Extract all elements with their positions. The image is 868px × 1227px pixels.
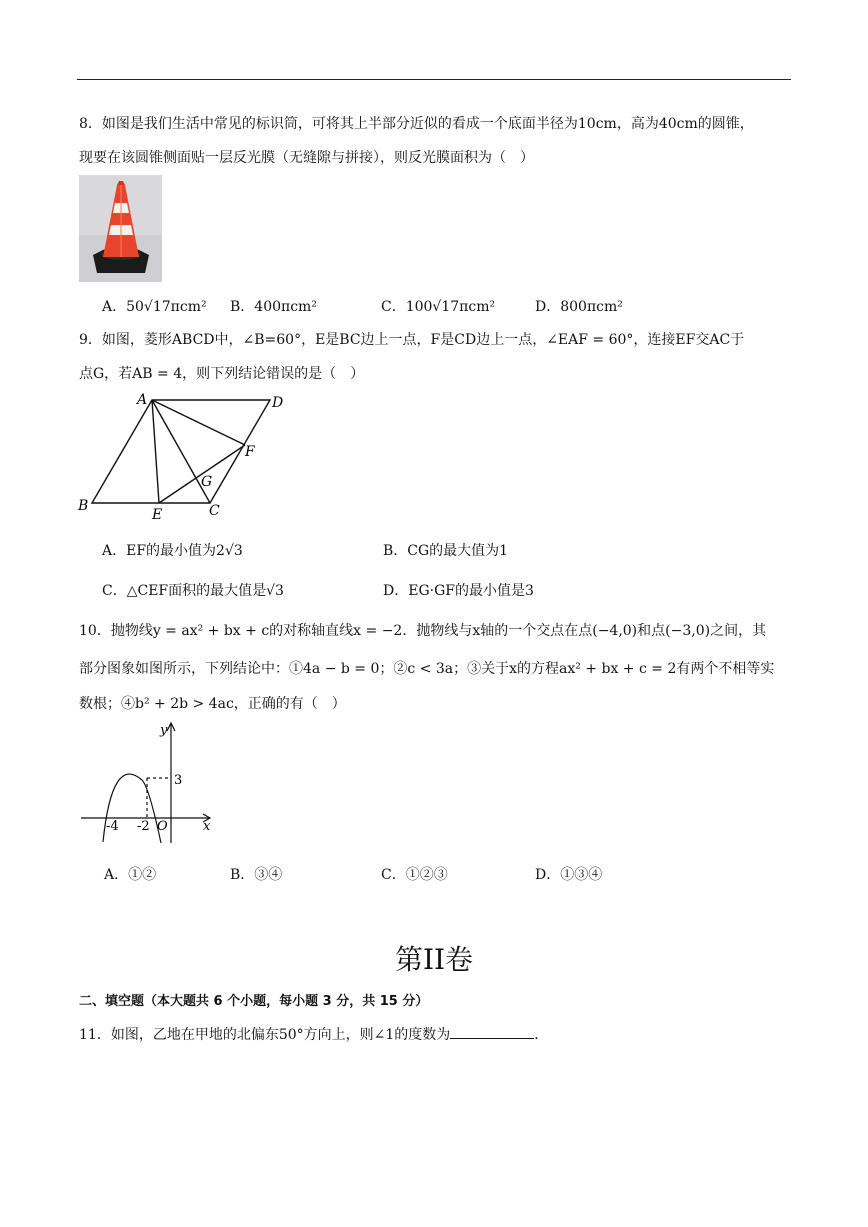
q10-option-a[interactable]: A．①② [104,867,157,883]
part2-title: 第II卷 [394,943,474,976]
q11-end: ． [534,1027,549,1043]
graph-neg4: -4 [106,819,119,834]
label-g: G [201,474,213,490]
q9-option-c[interactable]: C．△CEF面积的最大值是√3 [102,583,284,599]
q10-line2: 部分图象如图所示，下列结论中：①4a − b = 0；②c < 3a；③关于x的方程ax² + bx + c = 2有两个不相等实 [79,661,775,677]
graph-x-label: x [203,819,211,834]
q8-option-d[interactable]: D．800πcm² [535,299,623,315]
graph-neg2: -2 [137,819,150,834]
parabola-graph [79,718,219,848]
q8-option-c[interactable]: C．100√17πcm² [381,299,496,315]
graph-origin: O [157,819,168,834]
q9-line2: 点G，若AB = 4，则下列结论错误的是（ ） [79,366,365,382]
rhombus-figure [75,390,295,522]
q8-option-a[interactable]: A．50√17πcm² [102,299,207,315]
q8-option-b[interactable]: B．400πcm² [230,299,317,315]
q9-option-a[interactable]: A．EF的最小值为2√3 [102,543,243,559]
q10-option-d[interactable]: D．①③④ [535,867,603,883]
label-a: A [137,392,148,408]
graph-three: 3 [174,773,183,788]
label-e: E [152,507,163,522]
section-2-heading: 二、填空题（本大题共 6 个小题，每小题 3 分，共 15 分） [79,994,429,1009]
q10-option-b[interactable]: B．③④ [230,867,283,883]
label-c: C [209,503,220,519]
q8-line2: 现要在该圆锥侧面贴一层反光膜（无缝隙与拼接），则反光膜面积为（ ） [79,150,534,166]
q11-text: 11．如图，乙地在甲地的北偏东50°方向上，则∠1的度数为 [79,1027,451,1043]
q9-line1: 9．如图，菱形ABCD中，∠B=60°，E是BC边上一点，F是CD边上一点，∠EAF = 60°，连接EF交AC于 [79,332,745,348]
q11-line [79,1024,548,1044]
q11-answer-blank[interactable] [450,1026,534,1039]
q9-option-d[interactable]: D．EG·GF的最小值是3 [383,583,534,599]
header-rule [77,79,791,80]
label-b: B [78,498,89,514]
q10-option-c[interactable]: C．①②③ [381,867,448,883]
q8-line1: 8．如图是我们生活中常见的标识筒，可将其上半部分近似的看成一个底面半径为10cm，高为40cm的圆锥， [79,116,754,132]
q10-line3: 数根；④b² + 2b > 4ac，正确的有（ ） [79,696,346,712]
cone-photo [79,175,162,282]
graph-y-label: y [160,723,168,738]
q9-option-b[interactable]: B．CG的最大值为1 [383,543,509,559]
label-f: F [245,444,255,460]
q10-line1: 10．抛物线y = ax² + bx + c的对称轴直线x = −2．抛物线与x轴的一个交点在点(−4,0)和点(−3,0)之间，其 [79,623,767,639]
label-d: D [272,395,284,411]
